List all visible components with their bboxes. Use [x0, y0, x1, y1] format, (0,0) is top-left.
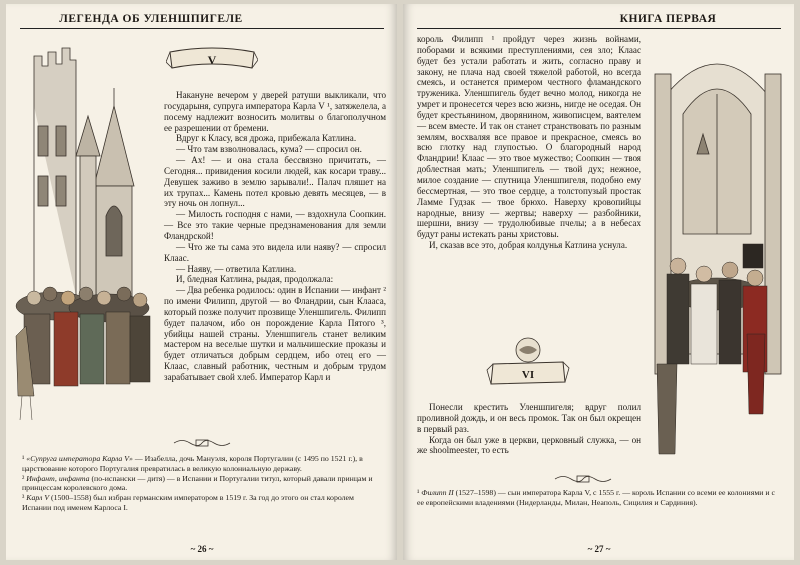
- left-running-head: ЛЕГЕНДА ОБ УЛЕНШПИГЕЛЕ: [59, 13, 243, 25]
- footnote: ¹ Филипп II (1527–1598) — сын императора Карла V, с 1555 г. — король Испании со всеми ее колониями и с ее европейскими владениями (Нидерланды, Милан, Неаполь, Сицилия и Сардиния).: [417, 488, 775, 507]
- paragraph: Накануне вечером у дверей ратуши выкликали, что государыня, супруга императора Карла V ¹, затяжелела, а посему надлежит возносить молитвы о благополучном ее разрешении от бремени.: [164, 90, 386, 133]
- right-page: [403, 4, 794, 560]
- right-header-rule: [417, 28, 781, 29]
- paragraph: — Ах! — и она стала бессвязно причитать, — Сегодня... привидения косили людей, как косари траву... Девушек заживо в землю зарывали!.. Палач пляшет на их трупах... Камень потел кровью девять месяцев, — в эту ночь он лопнул...: [164, 155, 386, 209]
- paragraph: король Филипп ¹ пройдут через жизнь войнами, поборами и всякими преступлениями, сея зло; Клаас будет без устали работать и жить, согласно праву и закону, не плача над своей тяжелой работой, но всегда смеясь, и останется примером честного фламандского труженика. Уленшпигель будет вечно молод, никогда не умрет и пронесется через всю жизнь, нигде не оседая. Он будет крестьянином, дворянином, живописцем, ваятелем — всем вместе. И так он станет странствовать по разным землям, восхваляя все правое и прекрасное, смеясь во всю глотку над глупостью. О благородный народ Фландрии! Клаас — это твое мужество; Соопкин — твоя доблестная мать; Уленшпигель — твой дух; нежное, милое создание — спутница Уленшпигеля, подобно ему бессмертная, — это твое сердце, а толстопузый простак Ламме Гудзак — твое брюхо. Наверху кровопийцы народные, внизу — жертвы; наверху — разбойники, шершни, внизу — трудолюбивые пчелы; а в небесах будут раны истекать раны христовы.: [417, 34, 641, 240]
- paragraph: — Что же ты сама это видела или наяву? — спросил Клаас.: [164, 241, 386, 263]
- chapter-v-label: V: [207, 53, 217, 67]
- left-page-number: ~ 26 ~: [190, 544, 214, 554]
- paragraph: Вдруг к Класу, вся дрожа, прибежала Катлина.: [176, 133, 357, 144]
- right-footnotes: [417, 488, 781, 508]
- paragraph: И, сказав все это, добрая колдунья Катлина уснула.: [429, 240, 628, 251]
- paragraph: Когда он был уже в церкви, церковный служка, — он же shoolmeester, то есть: [417, 434, 641, 456]
- chapter-v-banner: [166, 44, 258, 74]
- church-baptism-illustration: [647, 34, 789, 468]
- right-running-head: КНИГА ПЕРВАЯ: [619, 13, 717, 25]
- paragraph: — Два ребенка родилось: один в Испании — инфант ² по имени Филипп, другой — во Фландрии, сын Клааса, который позже получит прозвище Уленшпигель. Филипп будет палачом, ибо он порождение Карла Пятого ³, убийцы нашей страны. Уленшпигель станет великим мастером на веселые шутки и мальчишеские проказы и будет отличаться добрым сердцем, ибо отец его — Клаас, славный работник, честным и добрым трудом зарабатывает свой хлеб. Император Карл и: [164, 285, 386, 382]
- paragraph: — Милость господня с нами, — вздохнула Соопкин. — Все это такие черные предзнаменования для земли Фландрской!: [164, 209, 386, 241]
- footnote: ¹ «Супруга императора Карла V» — Изабелла, дочь Мануэля, короля Португалии (с 1495 по 1521 г.), в царствование которого Португалия превратилась в великую колониальную державу.: [22, 454, 363, 473]
- town-hall-crowd-illustration: [14, 36, 152, 424]
- left-body-text: [164, 90, 386, 383]
- paragraph: — Что там взволновалась, кума? — спросил он.: [176, 144, 362, 155]
- chapter-vi-vignette: [483, 334, 573, 390]
- footnote-ornament: [172, 438, 232, 448]
- chapter-vi-label: VI: [521, 369, 535, 381]
- paragraph: — Наяву, — ответила Катлина.: [176, 263, 297, 274]
- footnote: ³ Карл V (1500–1558) был избран германским императором в 1519 г. За год до этого он стал королем Испании под именем Карлоса I.: [22, 493, 354, 512]
- footnote: ² Инфант, инфанта (по-испански — дитя) — в Испании и Португалии титул, который давали принцам и принцессам королевского дома.: [22, 473, 373, 493]
- right-body-text-bottom: [417, 402, 641, 456]
- paragraph: Понесли крестить Уленшпигеля; вдруг полил проливной дождь, и он весь промок. Так он был окрещен в первый раз.: [417, 402, 641, 434]
- left-footnotes: [22, 454, 384, 513]
- right-body-text-top: [417, 34, 641, 251]
- footnote-ornament: [553, 474, 613, 484]
- paragraph: И, бледная Катлина, рыдая, продолжала:: [176, 274, 334, 285]
- left-header-rule: [20, 28, 384, 29]
- left-page: [6, 4, 397, 560]
- right-page-number: ~ 27 ~: [587, 544, 611, 554]
